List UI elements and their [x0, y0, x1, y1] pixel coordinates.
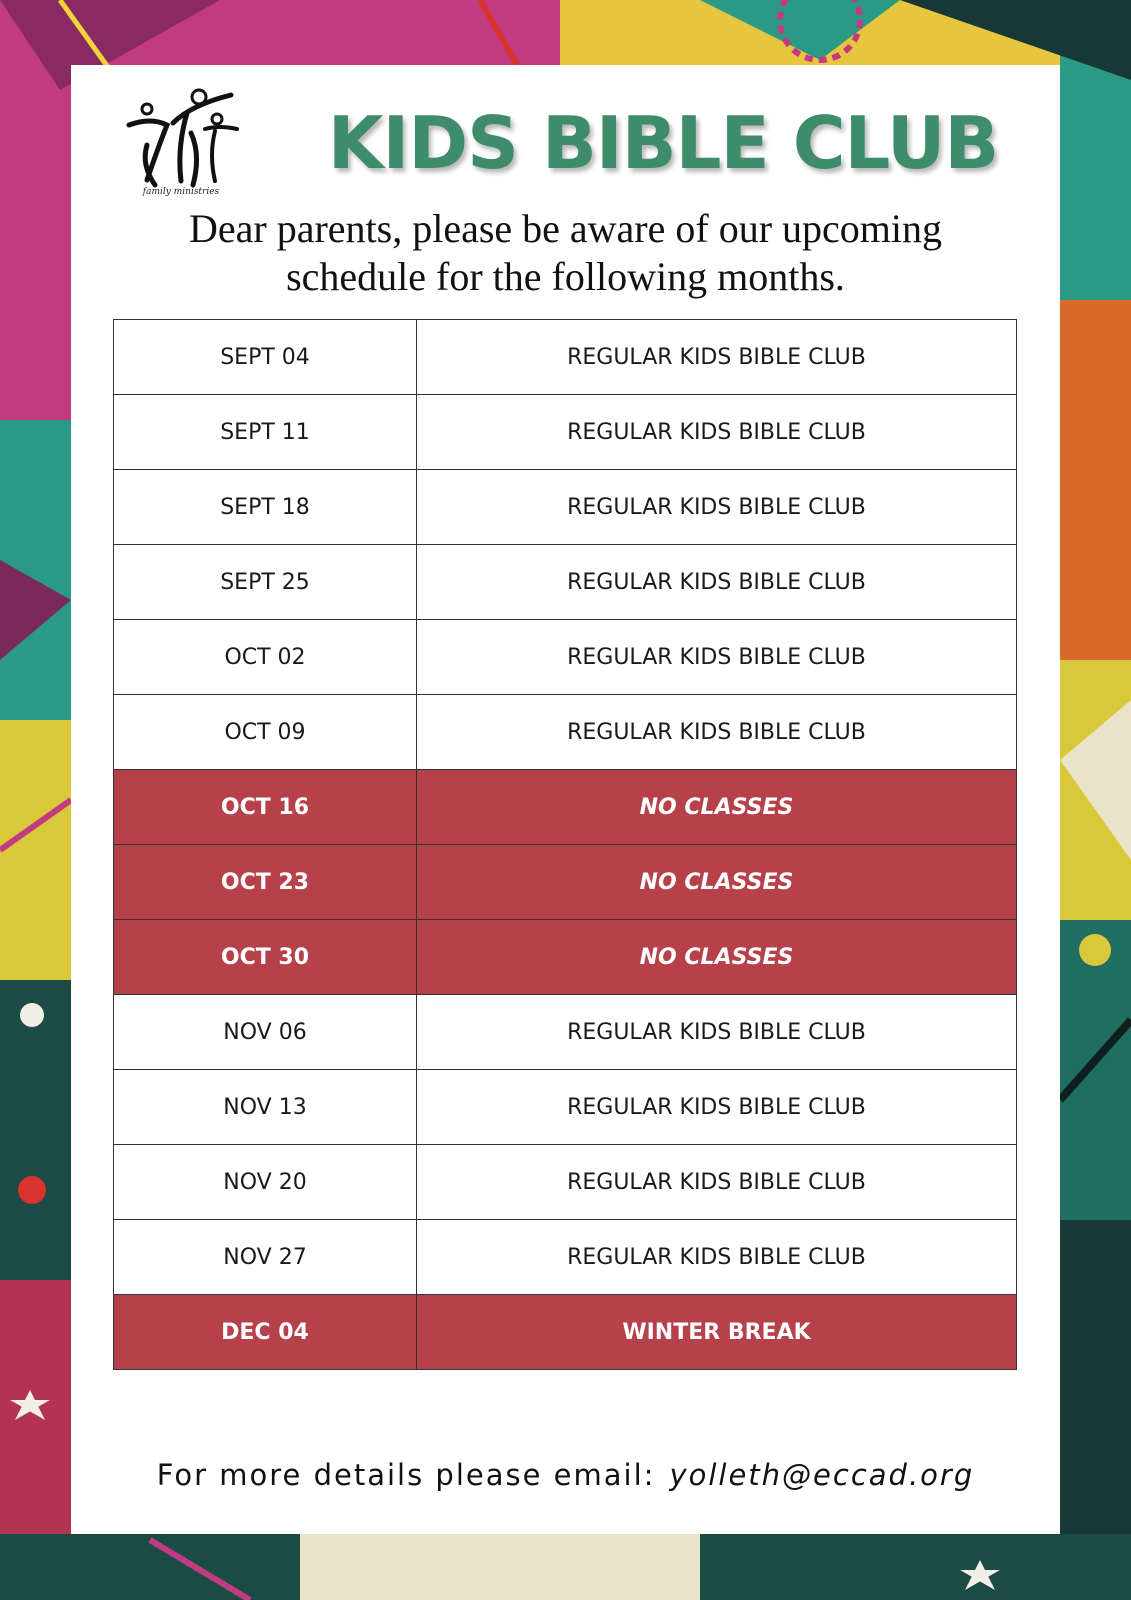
schedule-event: REGULAR KIDS BIBLE CLUB	[417, 695, 1017, 770]
schedule-date: SEPT 11	[114, 395, 417, 470]
schedule-event: NO CLASSES	[417, 770, 1017, 845]
schedule-date: NOV 13	[114, 1070, 417, 1145]
schedule-table	[113, 319, 1017, 1370]
intro-line-2: schedule for the following months.	[286, 254, 845, 299]
schedule-event: WINTER BREAK	[417, 1295, 1017, 1370]
intro-line-1: Dear parents, please be aware of our upcoming	[188, 206, 942, 251]
schedule-event: REGULAR KIDS BIBLE CLUB	[417, 320, 1017, 395]
schedule-row	[114, 395, 1017, 470]
schedule-date: SEPT 04	[114, 320, 417, 395]
contact-footer	[71, 1458, 1060, 1492]
schedule-row	[114, 1295, 1017, 1370]
schedule-row	[114, 470, 1017, 545]
schedule-date: OCT 09	[114, 695, 417, 770]
schedule-event: NO CLASSES	[417, 845, 1017, 920]
schedule-row	[114, 320, 1017, 395]
schedule-event: REGULAR KIDS BIBLE CLUB	[417, 470, 1017, 545]
schedule-flyer	[71, 65, 1060, 1534]
contact-prompt: For more details please email:	[156, 1458, 656, 1492]
schedule-date: NOV 06	[114, 995, 417, 1070]
contact-email-link[interactable]: yolleth@eccad.org	[669, 1458, 975, 1492]
schedule-date: NOV 20	[114, 1145, 417, 1220]
schedule-row	[114, 545, 1017, 620]
schedule-date: DEC 04	[114, 1295, 417, 1370]
schedule-event: REGULAR KIDS BIBLE CLUB	[417, 620, 1017, 695]
logo-caption: family ministries	[142, 187, 220, 197]
schedule-body	[114, 320, 1017, 1370]
schedule-row	[114, 845, 1017, 920]
schedule-date: OCT 23	[114, 845, 417, 920]
schedule-event: REGULAR KIDS BIBLE CLUB	[417, 995, 1017, 1070]
schedule-row	[114, 920, 1017, 995]
schedule-row	[114, 620, 1017, 695]
schedule-event: REGULAR KIDS BIBLE CLUB	[417, 395, 1017, 470]
intro-text	[131, 205, 1000, 301]
schedule-date: OCT 02	[114, 620, 417, 695]
schedule-event: REGULAR KIDS BIBLE CLUB	[417, 545, 1017, 620]
schedule-row	[114, 1070, 1017, 1145]
schedule-date: NOV 27	[114, 1220, 417, 1295]
schedule-event: REGULAR KIDS BIBLE CLUB	[417, 1145, 1017, 1220]
schedule-row	[114, 695, 1017, 770]
family-figures-icon	[121, 85, 241, 190]
page-title: KIDS BIBLE CLUB	[327, 101, 999, 185]
schedule-date: SEPT 18	[114, 470, 417, 545]
schedule-row	[114, 770, 1017, 845]
schedule-row	[114, 1145, 1017, 1220]
schedule-event: NO CLASSES	[417, 920, 1017, 995]
schedule-date: OCT 16	[114, 770, 417, 845]
schedule-row	[114, 1220, 1017, 1295]
schedule-event: REGULAR KIDS BIBLE CLUB	[417, 1070, 1017, 1145]
schedule-date: OCT 30	[114, 920, 417, 995]
schedule-row	[114, 995, 1017, 1070]
schedule-event: REGULAR KIDS BIBLE CLUB	[417, 1220, 1017, 1295]
schedule-date: SEPT 25	[114, 545, 417, 620]
family-ministries-logo	[121, 85, 241, 205]
